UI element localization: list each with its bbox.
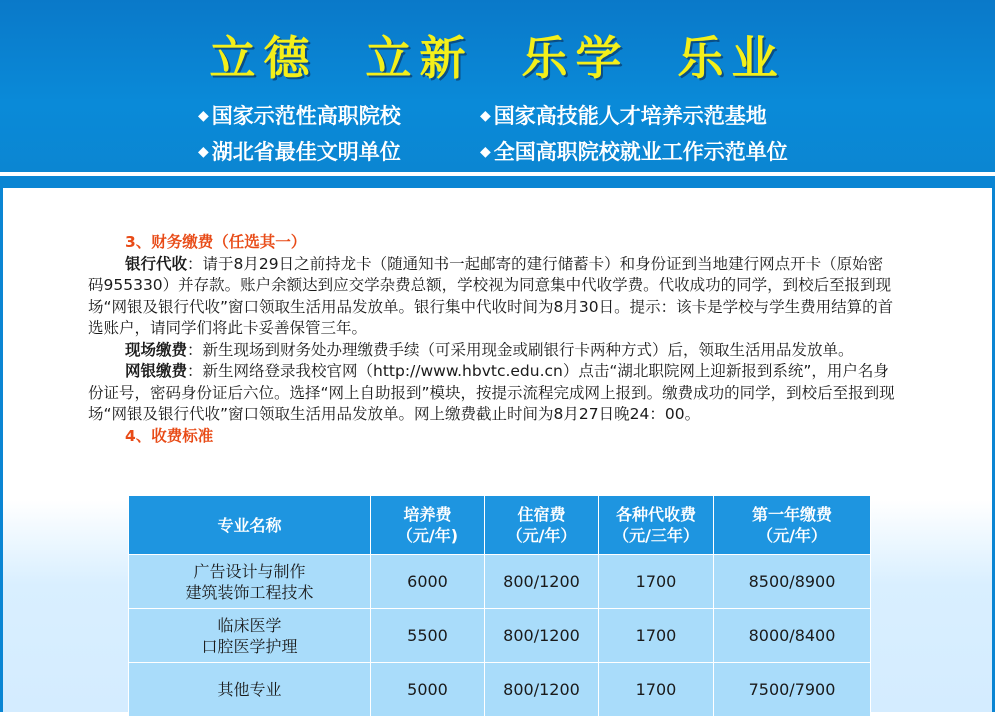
table-row (129, 663, 871, 717)
cell-first-year: 8500/8900 (714, 555, 871, 609)
table-row (129, 609, 871, 663)
cell-dorm-fee: 800/1200 (485, 555, 599, 609)
cell-collected-fees: 1700 (599, 555, 714, 609)
table-row (129, 555, 871, 609)
cell-first-year: 8000/8400 (714, 609, 871, 663)
cell-collected-fees: 1700 (599, 609, 714, 663)
cell-dorm-fee: 800/1200 (485, 663, 599, 717)
column-header-major: 专业名称 (129, 496, 371, 555)
notice-content (88, 232, 898, 447)
cell-major: 临床医学 口腔医学护理 (129, 609, 371, 663)
bank-collection-label: 银行代收 (125, 254, 188, 273)
diamond-bullet-icon: ◆ (198, 108, 209, 124)
paragraph-bank-collection (88, 254, 898, 340)
column-header-first-year: 第一年缴费 （元/年） (714, 496, 871, 555)
honor-label: 国家示范性高职院校 (211, 104, 401, 128)
cell-major: 广告设计与制作 建筑装饰工程技术 (129, 555, 371, 609)
section-heading-payment (88, 232, 898, 254)
honor-item (480, 136, 788, 166)
column-header-collected-fees: 各种代收费 （元/三年） (599, 496, 714, 555)
onsite-payment-label: 现场缴费 (125, 340, 188, 359)
cell-training-fee: 6000 (371, 555, 485, 609)
honor-label: 国家高技能人才培养示范基地 (493, 104, 767, 128)
cell-dorm-fee: 800/1200 (485, 609, 599, 663)
honor-item (198, 100, 401, 130)
online-payment-text: ：新生网络登录我校官网（http://www.hbvtc.edu.cn）点击“湖北职院网上迎新报到系统”，用户名身份证号，密码身份证后六位。选择“网上自助报到”模块，按提示流程完成网上报到。缴费成功的同学，到校后至报到现场“网银及银行代收”窗口领取生活用品发放单。网上缴费截止时间为8月27日晚24：00。 (88, 362, 895, 423)
cell-major: 其他专业 (129, 663, 371, 717)
column-header-dorm-fee: 住宿费 （元/年） (485, 496, 599, 555)
paragraph-online-payment (88, 361, 898, 426)
header-banner (0, 0, 995, 172)
onsite-payment-text: ：新生现场到财务处办理缴费手续（可采用现金或刷银行卡两种方式）后，领取生活用品发放单。 (187, 340, 854, 359)
diamond-bullet-icon: ◆ (480, 144, 491, 160)
cell-collected-fees: 1700 (599, 663, 714, 717)
cell-training-fee: 5500 (371, 609, 485, 663)
column-header-training-fee: 培养费 （元/年) (371, 496, 485, 555)
honor-item (480, 100, 767, 130)
banner-divider-blue (0, 176, 995, 188)
honor-label: 全国高职院校就业工作示范单位 (493, 140, 788, 164)
honor-item (198, 136, 401, 166)
paragraph-onsite-payment (88, 340, 898, 362)
cell-first-year: 7500/7900 (714, 663, 871, 717)
online-payment-label: 网银缴费 (125, 362, 188, 380)
fees-heading-text: 4、收费标准 (125, 426, 214, 445)
school-motto: 立德 立新 乐学 乐业 (209, 31, 786, 85)
table-header-row (129, 496, 871, 555)
diamond-bullet-icon: ◆ (198, 144, 209, 160)
bank-collection-text: ：请于8月29日之前持龙卡（随通知书一起邮寄的建行储蓄卡）和身份证到当地建行网点开卡（原始密码955330）并存款。账户余额达到应交学杂费总额，学校视为同意集中代收学费。代收成功的同学，到校后至报到现场“网银及银行代收”窗口领取生活用品发放单。银行集中代收时间为8月30日。提示：该卡是学校与学生费用结算的首选账户，请同学们将此卡妥善保管三年。 (88, 254, 894, 337)
payment-heading-text: 3、财务缴费（任选其一） (125, 233, 307, 251)
section-heading-fees (88, 426, 898, 448)
fee-standard-table (128, 495, 871, 717)
honor-label: 湖北省最佳文明单位 (211, 140, 401, 164)
diamond-bullet-icon: ◆ (480, 108, 491, 124)
cell-training-fee: 5000 (371, 663, 485, 717)
